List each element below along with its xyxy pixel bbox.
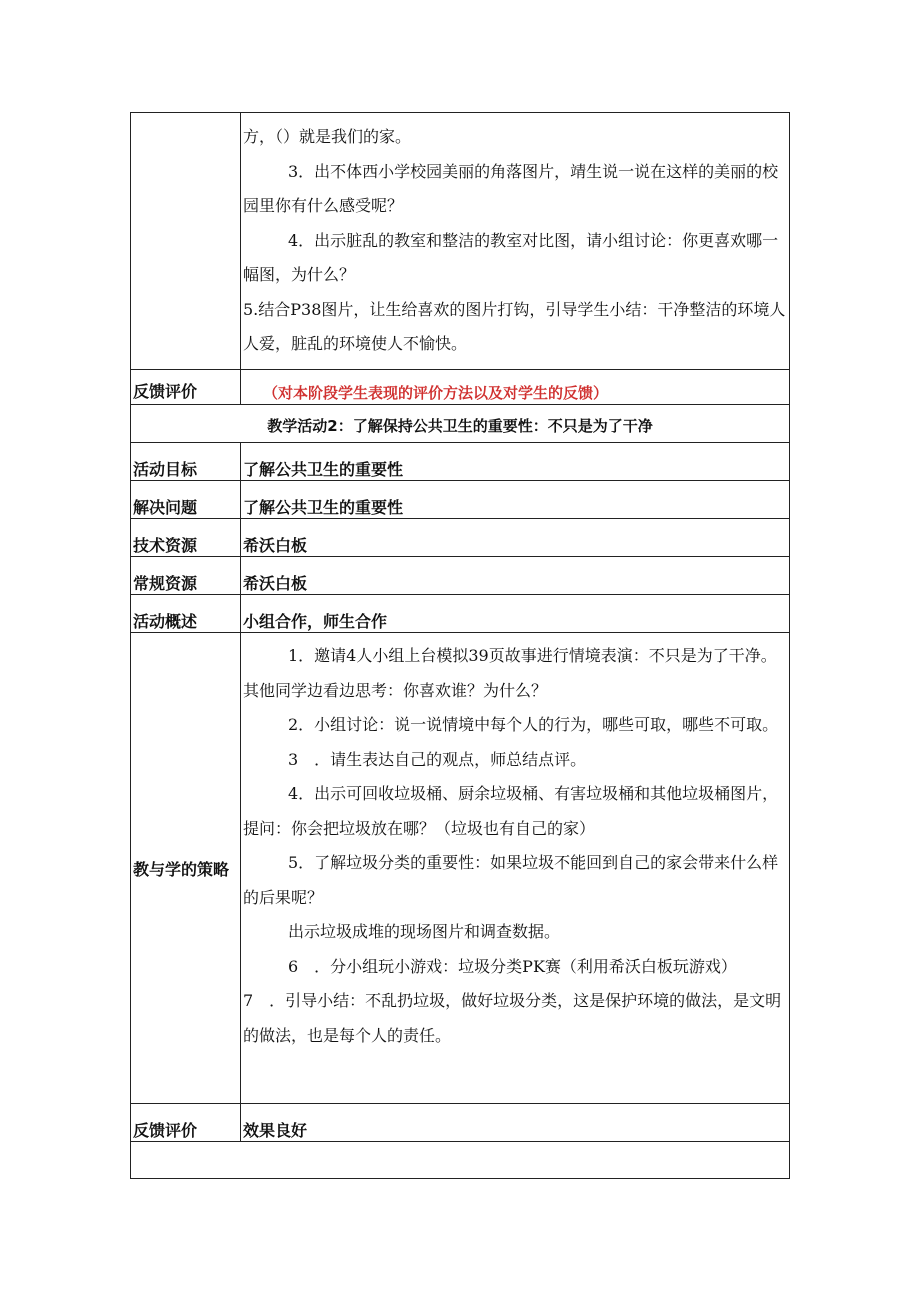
section1-line-2: 3．出不体西小学校园美丽的角落图片，靖生说一说在这样的美丽的校园里你有什么感受呢？ <box>243 161 779 215</box>
activity-goal-value: 了解公共卫生的重要性 <box>243 460 404 479</box>
feedback2-label: 反馈评价 <box>133 1121 198 1140</box>
strategy-line-6: 出示垃圾成堆的现场图片和调查数据。 <box>288 922 561 941</box>
strategy-line-8: 7 ．引导小结：不乱扔垃圾，做好垃圾分类，这是保护环境的做法，是文明的做法，也是每个人的责任。 <box>243 991 782 1045</box>
section1-content-cell <box>241 113 790 370</box>
empty-cell <box>131 1142 790 1179</box>
feedback1-value: （对本阶段学生表现的评价方法以及对学生的反馈） <box>263 384 609 402</box>
feedback1-label-cell <box>131 370 241 405</box>
section1-row <box>131 113 790 370</box>
feedback1-label: 反馈评价 <box>133 382 198 401</box>
problem-label: 解决问题 <box>133 498 198 517</box>
feedback2-row <box>131 1104 790 1142</box>
strategy-line-5: 5．了解垃圾分类的重要性：如果垃圾不能回到自己的家会带来什么样的后果呢？ <box>243 853 779 907</box>
tech-resource-value: 希沃白板 <box>243 536 308 555</box>
strategy-content-cell <box>241 633 790 1104</box>
strategy-line-7: 6 ．分小组玩小游戏：垃圾分类PK赛（利用希沃白板玩游戏） <box>288 956 737 976</box>
regular-resource-value: 希沃白板 <box>243 574 308 593</box>
strategy-line-1: 1．邀请4人小组上台模拟39页故事进行情境表演：不只是为了干净。其他同学边看边思考：你喜欢谁？为什么？ <box>243 646 777 700</box>
strategy-line-2: 2．小组讨论：说一说情境中每个人的行为，哪些可取，哪些不可取。 <box>288 715 779 734</box>
strategy-line-3: 3 ．请生表达自己的观点，师总结点评。 <box>288 749 587 769</box>
empty-row <box>131 1142 790 1179</box>
section1-line-4: 5.结合P38图片，让生给喜欢的图片打钩，引导学生小结：干净整洁的环境人人爱，脏乱的环境使人不愉快。 <box>243 299 786 353</box>
feedback1-row <box>131 370 790 405</box>
feedback1-value-cell <box>241 370 790 405</box>
strategy-label: 教与学的策略 <box>133 859 230 879</box>
section1-line-1: 方，（）就是我们的家。 <box>243 127 412 146</box>
problem-value: 了解公共卫生的重要性 <box>243 498 404 517</box>
feedback2-value: 效果良好 <box>243 1121 308 1140</box>
tech-resource-label: 技术资源 <box>133 536 198 555</box>
activity2-title: 教学活动2：了解保持公共卫生的重要性：不只是为了干净 <box>267 417 653 435</box>
activity2-title-row <box>131 405 790 443</box>
overview-label: 活动概述 <box>133 612 198 631</box>
activity-goal-row <box>131 443 790 481</box>
tech-resource-row <box>131 519 790 557</box>
problem-row <box>131 481 790 519</box>
section1-label-cell <box>131 113 241 370</box>
activity2-title-cell <box>131 405 790 443</box>
regular-resource-row <box>131 557 790 595</box>
regular-resource-label: 常规资源 <box>133 574 198 593</box>
section1-line-3: 4．出示脏乱的教室和整洁的教室对比图，请小组讨论：你更喜欢哪一幅图，为什么？ <box>243 230 779 284</box>
overview-row <box>131 595 790 633</box>
overview-value: 小组合作，师生合作 <box>243 612 388 631</box>
activity-goal-label: 活动目标 <box>133 460 198 479</box>
lesson-plan-table <box>130 112 790 1179</box>
strategy-row <box>131 633 790 1104</box>
strategy-line-4: 4．出示可回收垃圾桶、厨余垃圾桶、有害垃圾桶和其他垃圾桶图片，提问：你会把垃圾放在哪？（垃圾也有自己的家） <box>243 784 779 838</box>
